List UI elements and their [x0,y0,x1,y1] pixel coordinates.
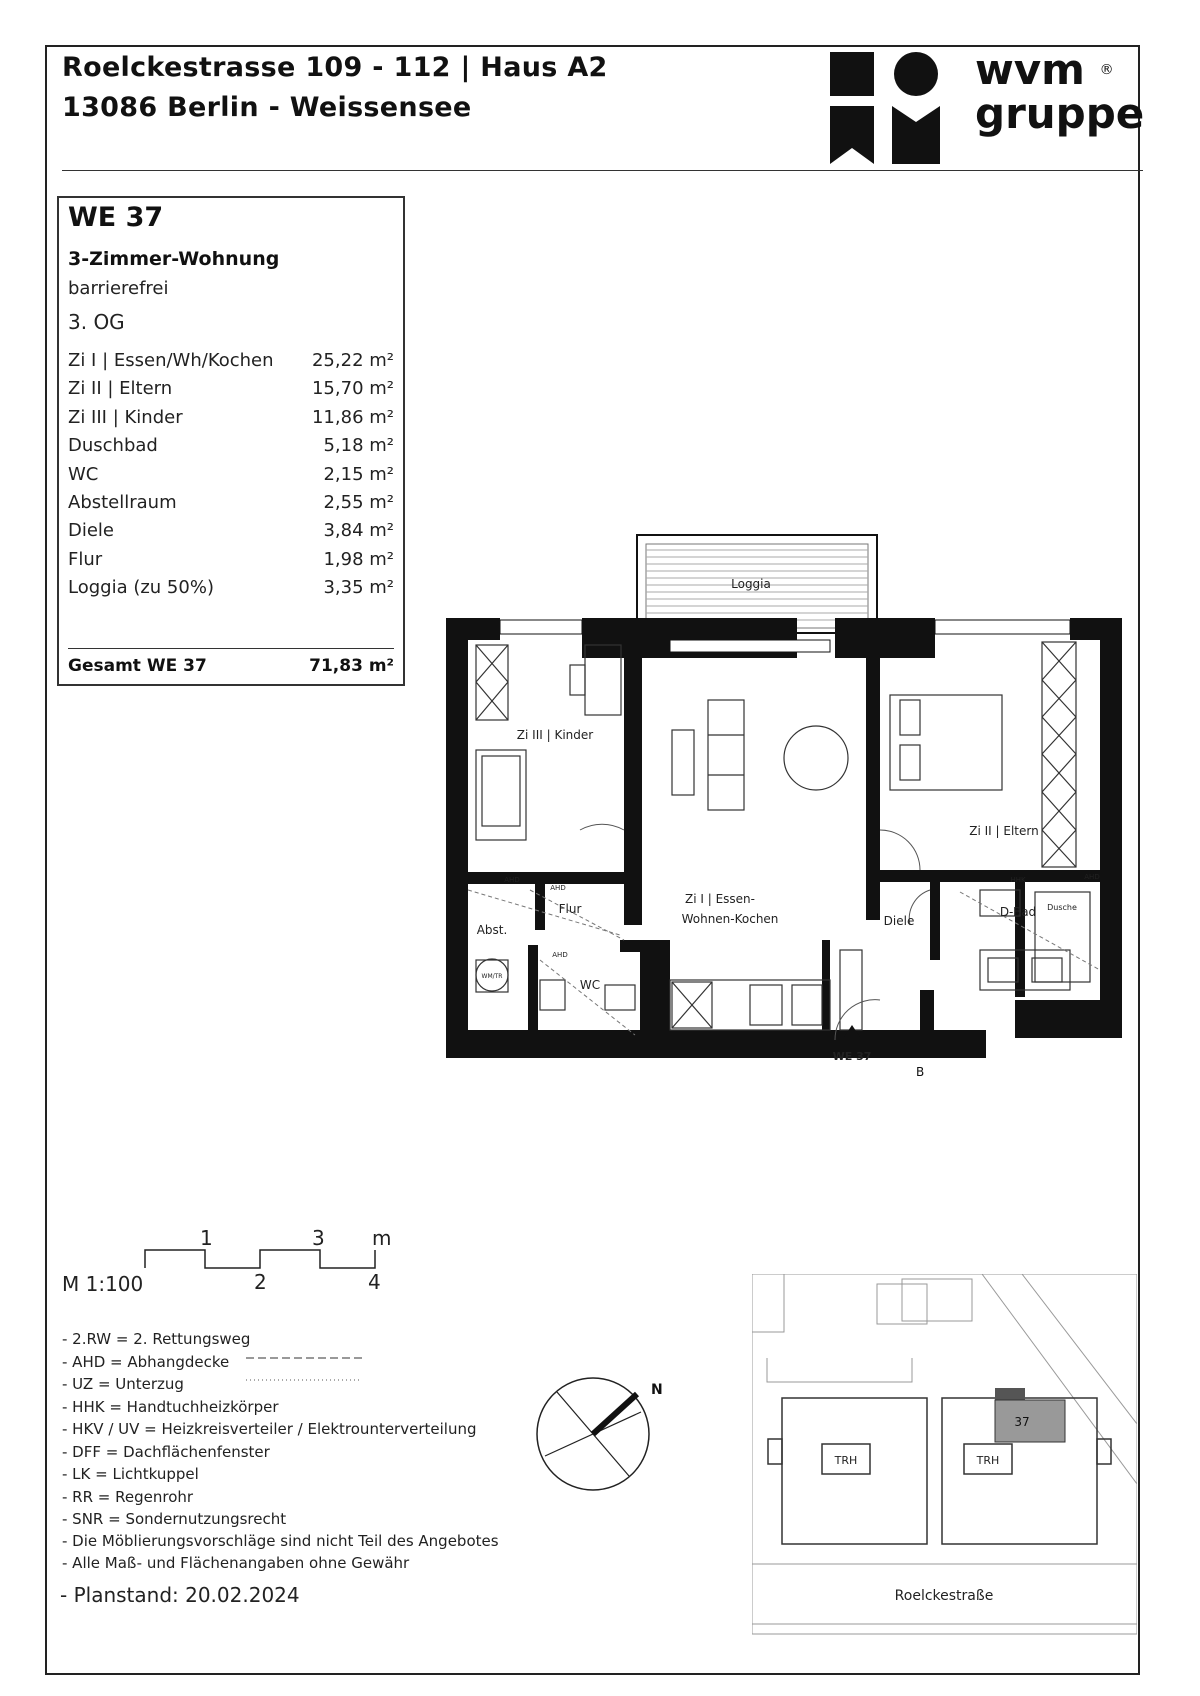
total-label: Gesamt WE 37 [68,656,207,676]
site-plan [752,1274,1137,1649]
legend-item: - HHK = Handtuchheizkörper [62,1397,279,1416]
room-area: 11,86 m² [311,406,394,428]
room-label: Loggia (zu 50%) [68,577,214,599]
room-area: 1,98 m² [323,548,394,570]
label-flur: Flur [558,902,582,916]
unit-info-box [57,196,405,686]
unit-name: WE 37 [68,202,164,233]
note-item: - Alle Maß- und Flächenangaben ohne Gewähr [62,1554,410,1572]
site-trh-left: TRH [834,1454,858,1467]
label-abst: Abst. [476,923,508,937]
scale-tick-4: 4 [368,1270,381,1294]
header-divider [62,170,1143,171]
legend-line-samples [244,1352,364,1384]
compass-north: N [651,1382,663,1398]
brand-line-1: wvm [975,45,1085,94]
room-label: Zi III | Kinder [68,406,183,428]
legend-item: - RR = Regenrohr [62,1487,194,1506]
label-dusche: Dusche [1047,903,1077,912]
total-divider [68,648,394,649]
total-row [68,656,394,676]
room-area: 25,22 m² [311,350,394,371]
site-unit-37: 37 [1014,1415,1030,1429]
label-ahd-1: AHD [504,876,520,884]
legend-item: - 2.RW = 2. Rettungsweg [62,1330,251,1348]
scale-label: M 1:100 [62,1272,144,1296]
room-label: Abstellraum [68,492,177,513]
floor-plan [440,530,1140,1070]
room-area: 15,70 m² [311,378,394,400]
label-dbad: D-Bad [999,905,1037,919]
unit-type: 3-Zimmer-Wohnung [68,248,280,270]
entrance-sub: B [916,1065,925,1079]
site-trh-right: TRH [976,1454,1000,1467]
scale-tick-1: 1 [200,1226,213,1250]
room-area: 3,35 m² [323,577,394,599]
wvm-logo [830,52,940,166]
scale-tick-m: m [372,1226,392,1250]
legend-item: - DFF = Dachflächenfenster [62,1442,270,1461]
scale-tick-3: 3 [312,1226,325,1250]
room-area: 2,55 m² [323,492,394,513]
planstand: - Planstand: 20.02.2024 [60,1583,300,1607]
brand-wordmark [975,45,1145,138]
registered-mark: ® [1099,62,1114,78]
label-hhk: HHK [1010,876,1026,884]
room-area: 3,84 m² [323,520,394,542]
address-line-2: 13086 Berlin - Weissensee [62,92,472,123]
room-area: 2,15 m² [323,463,394,485]
label-zi1-line2: Wohnen-Kochen [681,912,779,926]
legend-item: - HKV / UV = Heizkreisverteiler / Elektrounterverteilung [62,1420,477,1438]
legend-item: - SNR = Sondernutzungsrecht [62,1510,287,1528]
room-label: Zi I | Essen/Wh/Kochen [68,350,274,371]
site-street: Roelckestraße [894,1588,994,1604]
compass [535,1374,665,1494]
legend-item: - UZ = Unterzug [62,1375,184,1393]
label-ahd-3: AHD [552,951,568,959]
address-line-1: Roelckestrasse 109 - 112 | Haus A2 [62,52,608,83]
label-zi3: Zi III | Kinder [516,728,594,742]
label-zi2: Zi II | Eltern [969,824,1039,838]
room-label: WC [68,463,99,485]
room-area: 5,18 m² [323,435,394,457]
room-label: Zi II | Eltern [68,378,173,400]
label-zi1-line1: Zi I | Essen- [685,892,755,906]
room-label: Diele [68,520,115,542]
entrance-label: WE 37 [832,1050,872,1063]
total-area: 71,83 m² [309,656,394,676]
walls [446,618,1122,1058]
brand-line-2: gruppe [975,89,1145,138]
label-ahd-4: AHD [1084,873,1100,881]
room-label: Duschbad [68,435,158,457]
label-loggia: Loggia [731,577,771,591]
label-diele: Diele [883,914,915,928]
unit-floor: 3. OG [68,310,125,334]
note-item: - Die Möblierungsvorschläge sind nicht Teil des Angebotes [62,1532,499,1550]
label-wmtr: WM/TR [481,973,503,980]
unit-accessibility: barrierefrei [68,278,169,299]
label-ahd-2: AHD [550,884,566,892]
legend-item: - AHD = Abhangdecke [62,1352,230,1371]
scale-tick-2: 2 [254,1270,267,1294]
label-wc: WC [579,978,601,992]
room-label: Flur [68,548,103,570]
legend-item: - LK = Lichtkuppel [62,1465,199,1483]
